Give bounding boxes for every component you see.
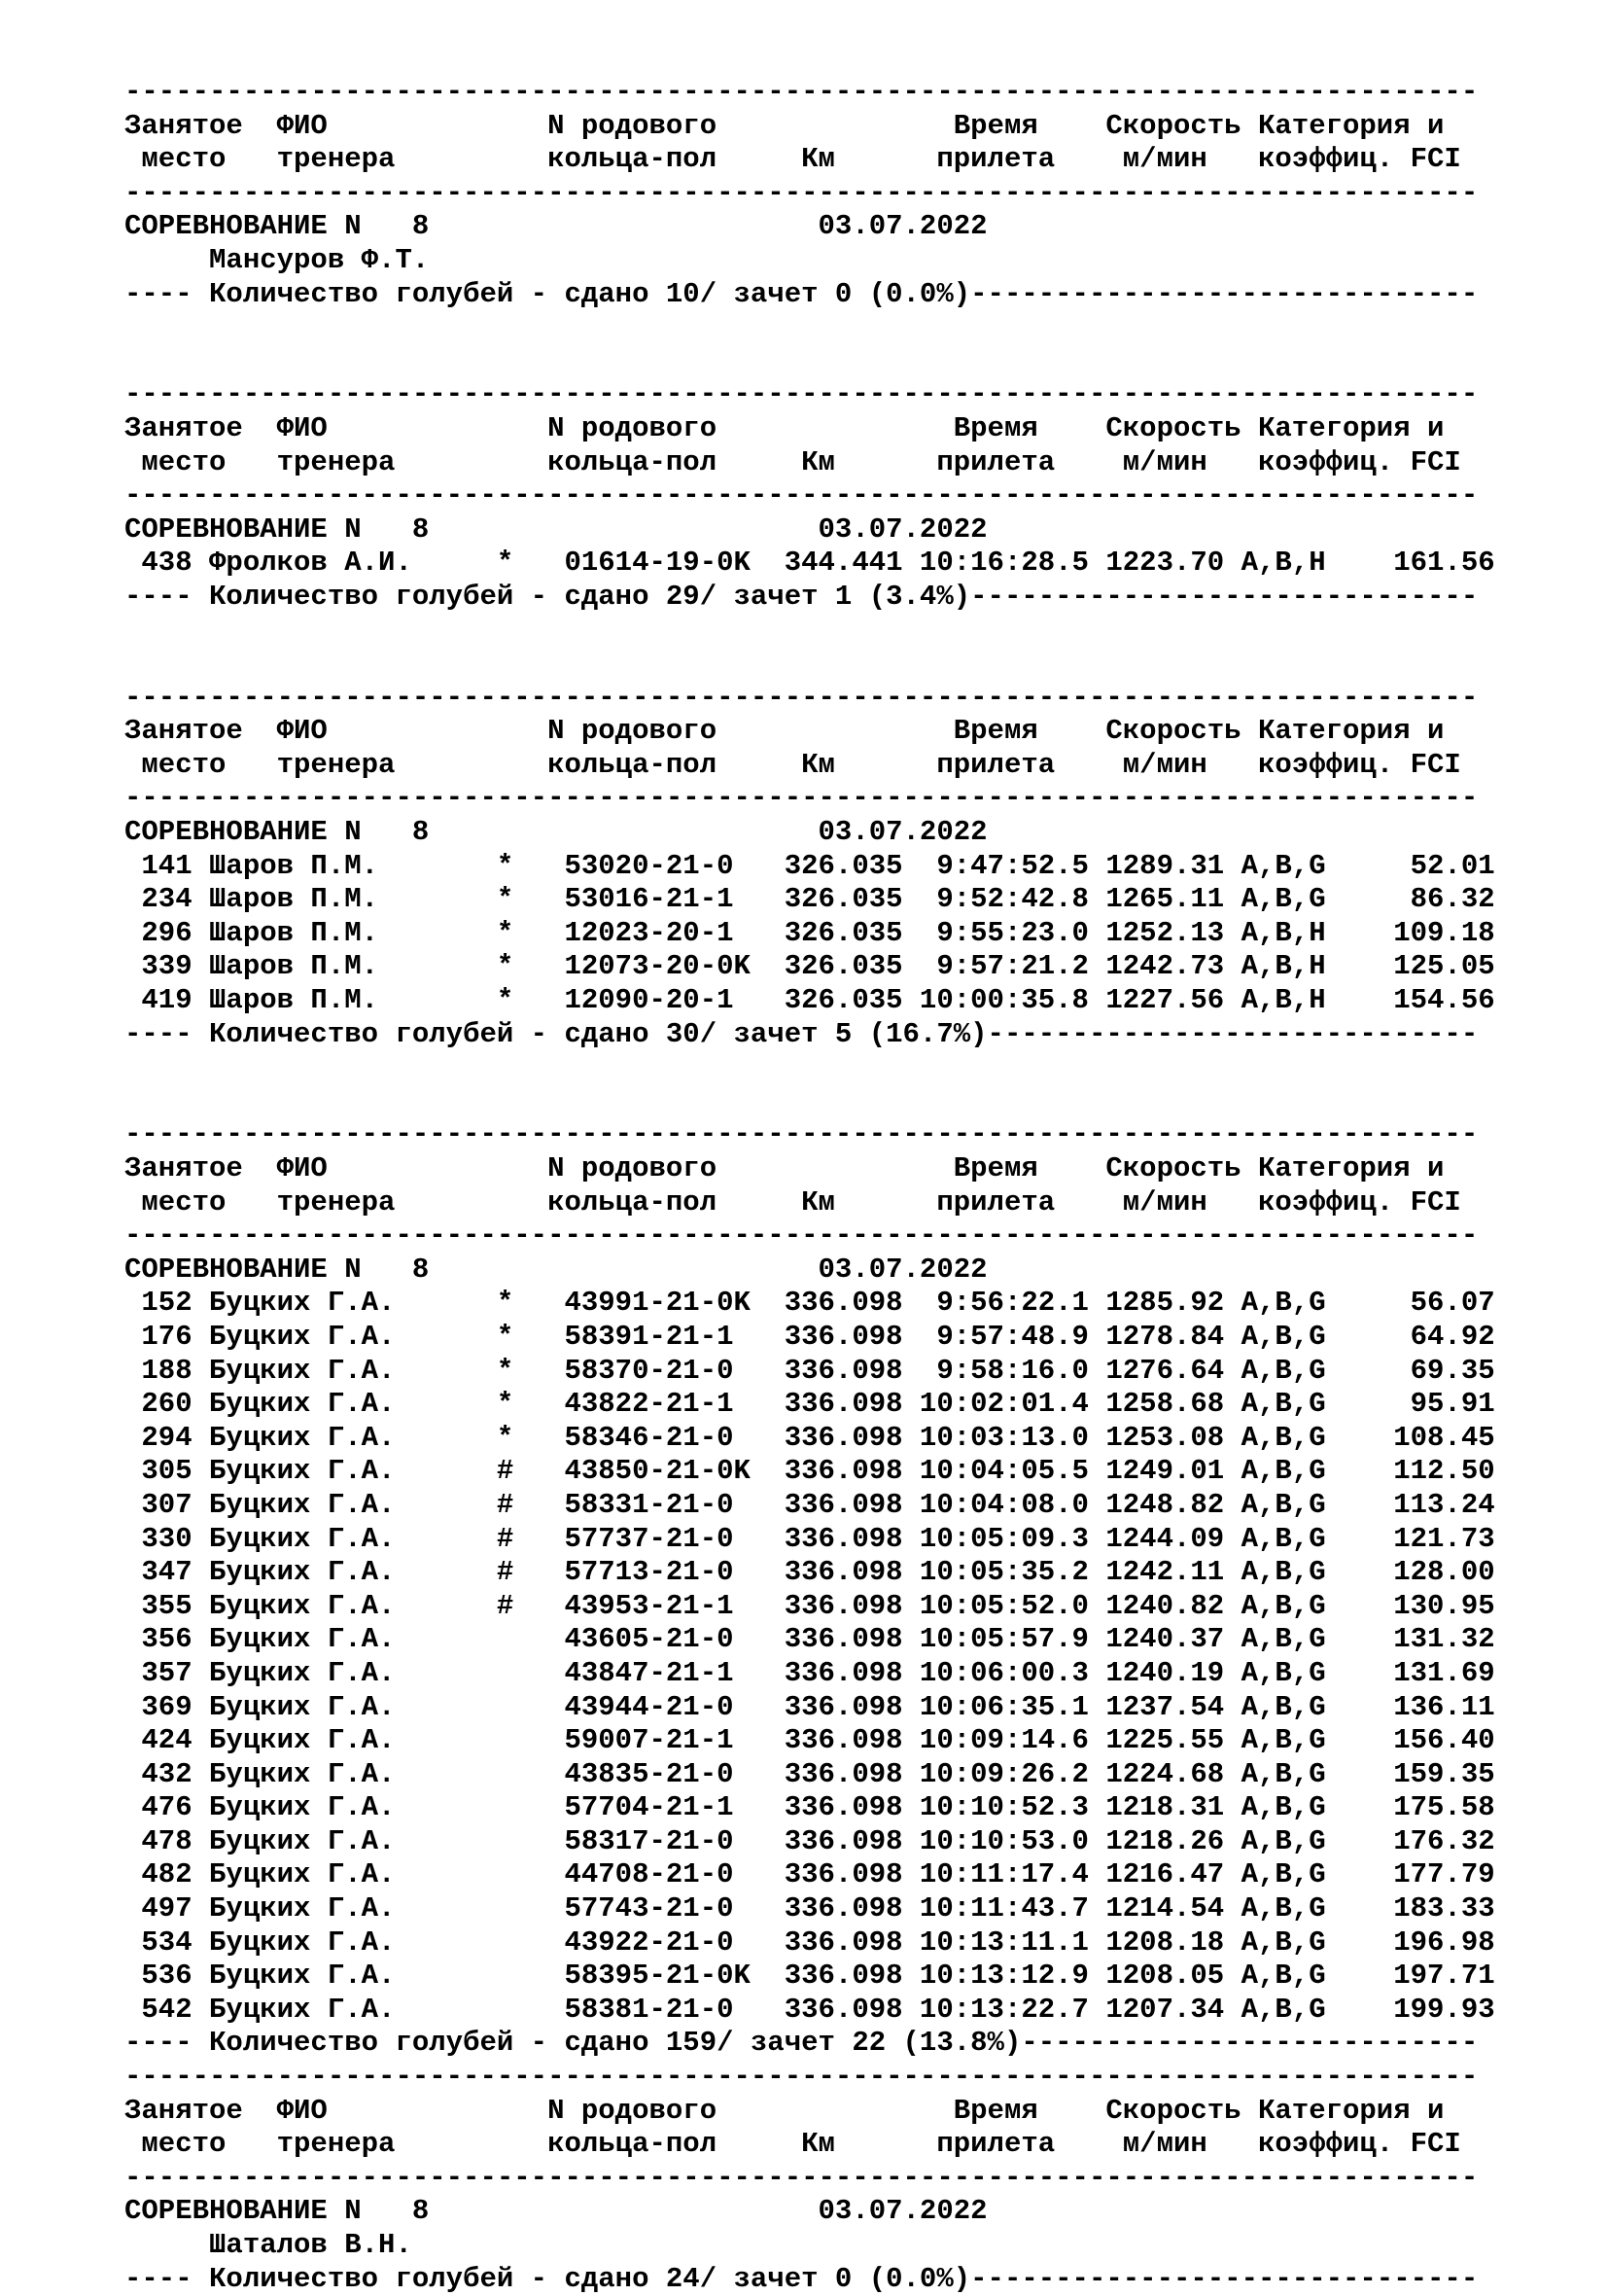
- result-row: 369 Буцких Г.А. 43944-21-0 336.098 10:06:35.1 1237.54 A,B,G 136.11: [124, 1690, 1495, 1723]
- column-header-line: Занятое ФИО N родового Время Скорость Категория и: [124, 1152, 1445, 1184]
- blank-line: [124, 615, 1495, 649]
- results-report: [124, 76, 1495, 2296]
- divider-rule: --------------------------------------------------------------------------------: [124, 782, 1479, 815]
- blank-line: [124, 1051, 1495, 1085]
- divider-rule: --------------------------------------------------------------------------------: [124, 176, 1479, 209]
- result-row: 438 Фролков А.И. * 01614-19-0K 344.441 10:16:28.5 1223.70 A,B,H 161.56: [124, 547, 1495, 580]
- column-header-line: место тренера кольца-пол Км прилета м/мин коэффиц. FCI: [124, 1185, 1461, 1219]
- result-row: 260 Буцких Г.А. * 43822-21-1 336.098 10:02:01.4 1258.68 A,B,G 95.91: [124, 1388, 1495, 1421]
- divider-rule: --------------------------------------------------------------------------------: [124, 1118, 1479, 1151]
- result-row: 424 Буцких Г.А. 59007-21-1 336.098 10:09:14.6 1225.55 A,B,G 156.40: [124, 1724, 1495, 1757]
- divider-rule: --------------------------------------------------------------------------------: [124, 378, 1479, 411]
- divider-rule: --------------------------------------------------------------------------------: [124, 681, 1479, 714]
- column-header-line: Занятое ФИО N родового Время Скорость Категория и: [124, 411, 1445, 444]
- result-row: 294 Буцких Г.А. * 58346-21-0 336.098 10:03:13.0 1253.08 A,B,G 108.45: [124, 1421, 1495, 1454]
- pigeon-count-summary: ---- Количество голубей - сдано 159/ зачет 22 (13.8%)---------------------------: [124, 2027, 1479, 2060]
- result-row: 419 Шаров П.М. * 12090-20-1 326.035 10:00:35.8 1227.56 A,B,H 154.56: [124, 984, 1495, 1017]
- result-row: 176 Буцких Г.А. * 58391-21-1 336.098 9:57:48.9 1278.84 A,B,G 64.92: [124, 1320, 1495, 1353]
- competition-title: СОРЕВНОВАНИЕ N 8 03.07.2022: [124, 816, 988, 849]
- column-header-line: место тренера кольца-пол Км прилета м/мин коэффиц. FCI: [124, 748, 1461, 781]
- result-row: 536 Буцких Г.А. 58395-21-0K 336.098 10:13:12.9 1208.05 A,B,G 197.71: [124, 1960, 1495, 1993]
- result-row: 330 Буцких Г.А. # 57737-21-0 336.098 10:05:09.3 1244.09 A,B,G 121.73: [124, 1522, 1495, 1555]
- column-header-line: место тренера кольца-пол Км прилета м/мин коэффиц. FCI: [124, 445, 1461, 478]
- pigeon-count-summary: ---- Количество голубей - сдано 29/ зачет 1 (3.4%)------------------------------: [124, 580, 1479, 613]
- result-row: 432 Буцких Г.А. 43835-21-0 336.098 10:09:26.2 1224.68 A,B,G 159.35: [124, 1757, 1495, 1790]
- competition-title: СОРЕВНОВАНИЕ N 8 03.07.2022: [124, 1253, 988, 1286]
- divider-rule: --------------------------------------------------------------------------------: [124, 76, 1479, 108]
- pigeon-count-summary: ---- Количество голубей - сдано 24/ зачет 0 (0.0%)------------------------------: [124, 2262, 1479, 2295]
- pigeon-count-summary: ---- Количество голубей - сдано 10/ зачет 0 (0.0%)------------------------------: [124, 277, 1479, 310]
- competition-title: СОРЕВНОВАНИЕ N 8 03.07.2022: [124, 210, 988, 243]
- result-row: Шаталов В.Н.: [124, 2229, 412, 2261]
- column-header-line: Занятое ФИО N родового Время Скорость Категория и: [124, 715, 1445, 748]
- result-row: 305 Буцких Г.А. # 43850-21-0K 336.098 10:04:05.5 1249.01 A,B,G 112.50: [124, 1455, 1495, 1488]
- column-header-line: Занятое ФИО N родового Время Скорость Категория и: [124, 2094, 1445, 2127]
- blank-line: [124, 311, 1495, 345]
- result-row: 476 Буцких Г.А. 57704-21-1 336.098 10:10:52.3 1218.31 A,B,G 175.58: [124, 1791, 1495, 1824]
- result-row: 307 Буцких Г.А. # 58331-21-0 336.098 10:04:08.0 1248.82 A,B,G 113.24: [124, 1488, 1495, 1521]
- column-header-line: место тренера кольца-пол Км прилета м/мин коэффиц. FCI: [124, 143, 1461, 176]
- result-row: 296 Шаров П.М. * 12023-20-1 326.035 9:55:23.0 1252.13 A,B,H 109.18: [124, 916, 1495, 949]
- blank-line: [124, 648, 1495, 682]
- result-row: 542 Буцких Г.А. 58381-21-0 336.098 10:13:22.7 1207.34 A,B,G 199.93: [124, 1993, 1495, 2026]
- result-row: 234 Шаров П.М. * 53016-21-1 326.035 9:52:42.8 1265.11 A,B,G 86.32: [124, 883, 1495, 916]
- result-row: 478 Буцких Г.А. 58317-21-0 336.098 10:10:53.0 1218.26 A,B,G 176.32: [124, 1824, 1495, 1857]
- divider-rule: --------------------------------------------------------------------------------: [124, 479, 1479, 512]
- result-row: 152 Буцких Г.А. * 43991-21-0K 336.098 9:56:22.1 1285.92 A,B,G 56.07: [124, 1287, 1495, 1320]
- blank-line: [124, 1085, 1495, 1119]
- competition-title: СОРЕВНОВАНИЕ N 8 03.07.2022: [124, 512, 988, 546]
- divider-rule: --------------------------------------------------------------------------------: [124, 2161, 1479, 2194]
- result-row: 347 Буцких Г.А. # 57713-21-0 336.098 10:05:35.2 1242.11 A,B,G 128.00: [124, 1556, 1495, 1589]
- blank-line: [124, 345, 1495, 379]
- competition-title: СОРЕВНОВАНИЕ N 8 03.07.2022: [124, 2195, 988, 2228]
- result-row: 356 Буцких Г.А. 43605-21-0 336.098 10:05:57.9 1240.37 A,B,G 131.32: [124, 1623, 1495, 1656]
- divider-rule: --------------------------------------------------------------------------------: [124, 1219, 1479, 1253]
- result-row: 482 Буцких Г.А. 44708-21-0 336.098 10:11:17.4 1216.47 A,B,G 177.79: [124, 1858, 1495, 1891]
- divider-rule: --------------------------------------------------------------------------------: [124, 2061, 1479, 2094]
- result-row: 141 Шаров П.М. * 53020-21-0 326.035 9:47:52.5 1289.31 A,B,G 52.01: [124, 849, 1495, 882]
- result-row: 339 Шаров П.М. * 12073-20-0K 326.035 9:57:21.2 1242.73 A,B,H 125.05: [124, 950, 1495, 983]
- column-header-line: место тренера кольца-пол Км прилета м/мин коэффиц. FCI: [124, 2128, 1461, 2161]
- pigeon-count-summary: ---- Количество голубей - сдано 30/ зачет 5 (16.7%)-----------------------------: [124, 1017, 1479, 1050]
- result-row: 355 Буцких Г.А. # 43953-21-1 336.098 10:05:52.0 1240.82 A,B,G 130.95: [124, 1589, 1495, 1622]
- column-header-line: Занятое ФИО N родового Время Скорость Категория и: [124, 109, 1445, 142]
- result-row: 188 Буцких Г.А. * 58370-21-0 336.098 9:58:16.0 1276.64 A,B,G 69.35: [124, 1354, 1495, 1387]
- result-row: Мансуров Ф.Т.: [124, 243, 430, 276]
- result-row: 357 Буцких Г.А. 43847-21-1 336.098 10:06:00.3 1240.19 A,B,G 131.69: [124, 1656, 1495, 1689]
- result-row: 497 Буцких Г.А. 57743-21-0 336.098 10:11:43.7 1214.54 A,B,G 183.33: [124, 1892, 1495, 1925]
- result-row: 534 Буцких Г.А. 43922-21-0 336.098 10:13:11.1 1208.18 A,B,G 196.98: [124, 1925, 1495, 1959]
